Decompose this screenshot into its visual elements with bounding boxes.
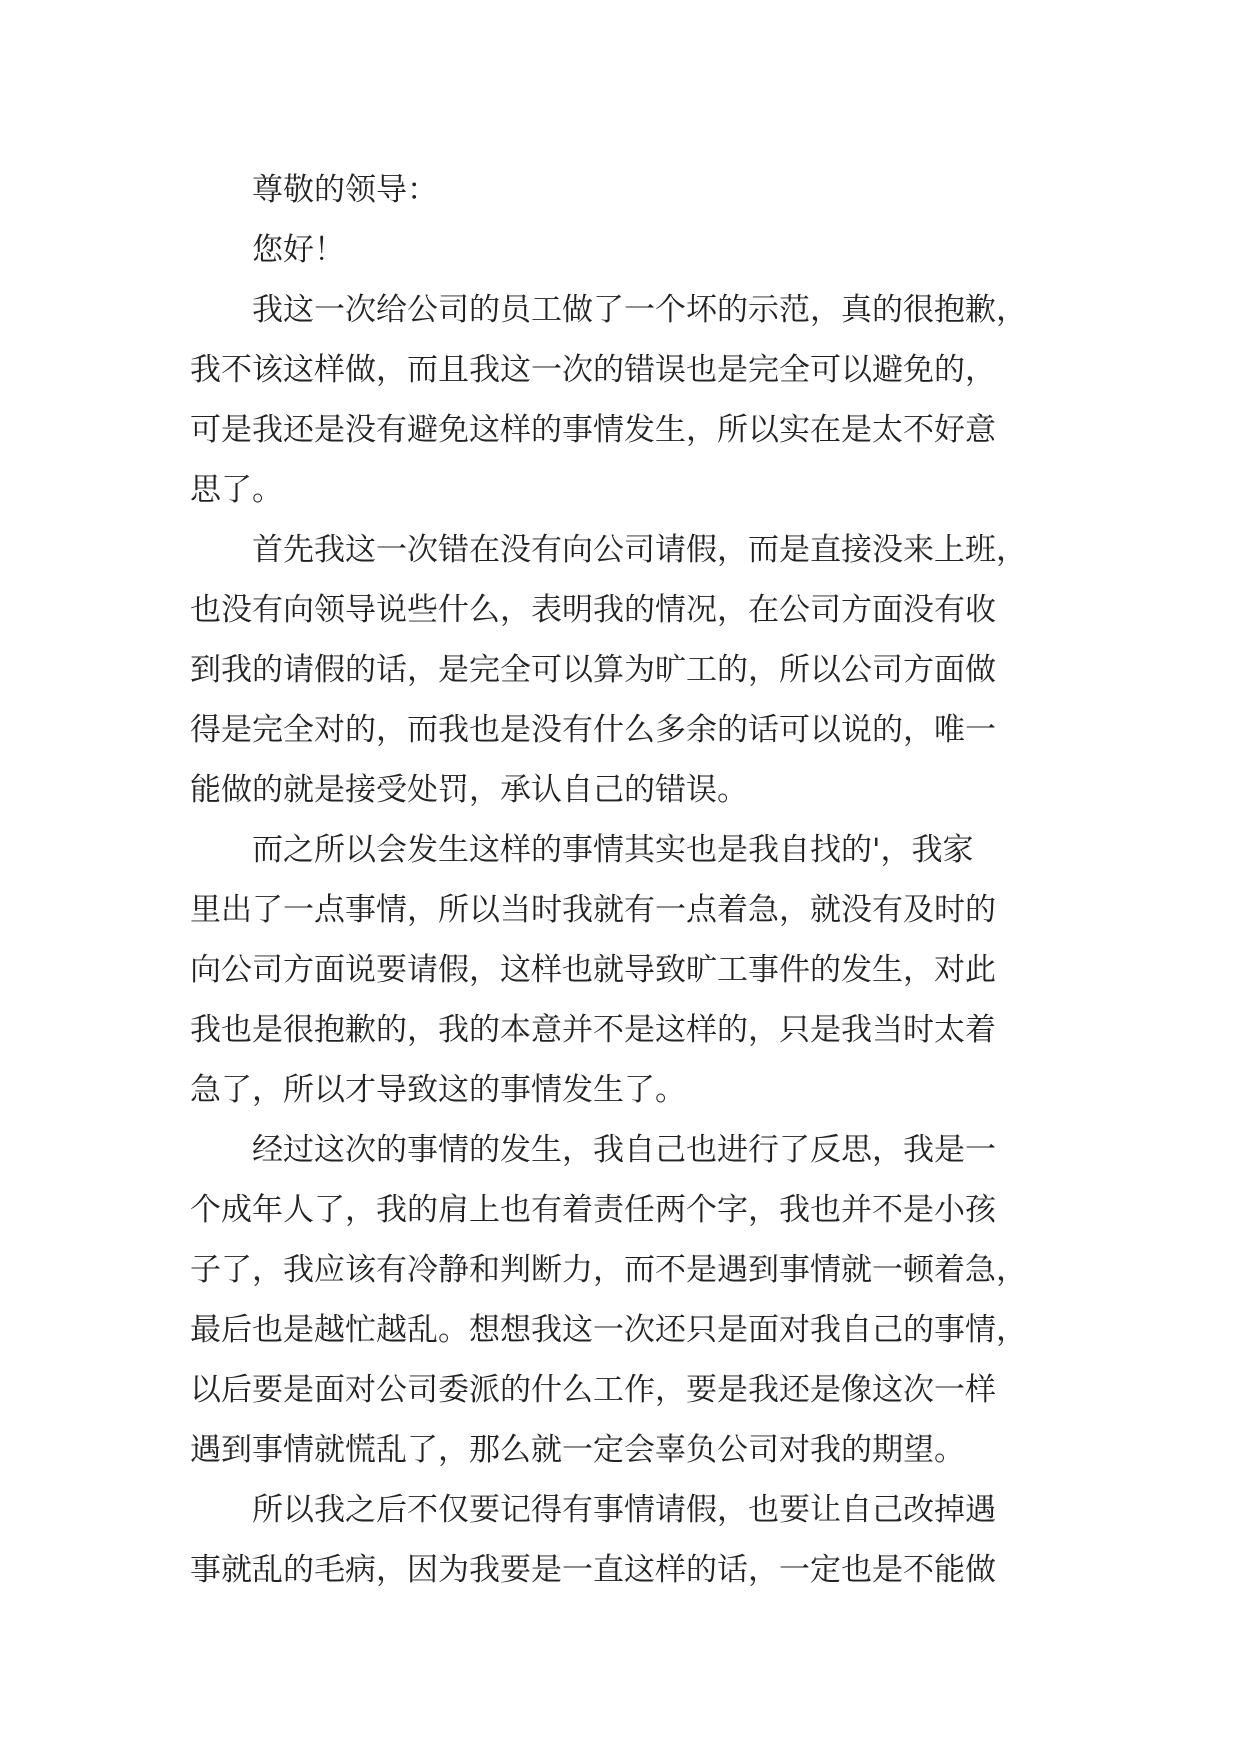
salutation: 尊敬的领导：	[252, 172, 438, 208]
paragraph-4-line: 个成年人了，我的肩上也有着责任两个字，我也并不是小孩	[190, 1192, 996, 1228]
paragraph-3-line: 而之所以会发生这样的事情其实也是我自找的'，我家	[252, 832, 974, 868]
paragraph-5-line: 所以我之后不仅要记得有事情请假，也要让自己改掉遇	[252, 1492, 996, 1528]
paragraph-3-line: 急了，所以才导致这的事情发生了。	[190, 1072, 686, 1108]
paragraph-3-line: 我也是很抱歉的，我的本意并不是这样的，只是我当时太着	[190, 1012, 996, 1048]
paragraph-2-line: 首先我这一次错在没有向公司请假，而是直接没来上班，	[252, 532, 1027, 568]
paragraph-1-line: 我这一次给公司的员工做了一个坏的示范，真的很抱歉，	[252, 292, 1027, 328]
paragraph-4-line: 遇到事情就慌乱了，那么就一定会辜负公司对我的期望。	[190, 1432, 965, 1468]
paragraph-3-line: 里出了一点事情，所以当时我就有一点着急，就没有及时的	[190, 892, 996, 928]
paragraph-1-line: 我不该这样做，而且我这一次的错误也是完全可以避免的，	[190, 352, 996, 388]
paragraph-5-line: 事就乱的毛病，因为我要是一直这样的话，一定也是不能做	[190, 1552, 996, 1588]
paragraph-4-line: 以后要是面对公司委派的什么工作，要是我还是像这次一样	[190, 1372, 996, 1408]
letter-body	[190, 160, 1060, 1600]
paragraph-2-line: 得是完全对的，而我也是没有什么多余的话可以说的，唯一	[190, 712, 996, 748]
paragraph-3-line: 向公司方面说要请假，这样也就导致旷工事件的发生，对此	[190, 952, 996, 988]
paragraph-2-line: 到我的请假的话，是完全可以算为旷工的，所以公司方面做	[190, 652, 996, 688]
greeting: 您好！	[252, 232, 345, 268]
paragraph-1-line: 思了。	[190, 472, 283, 508]
paragraph-4-line: 最后也是越忙越乱。想想我这一次还只是面对我自己的事情，	[190, 1312, 1027, 1348]
paragraph-4-line: 子了，我应该有冷静和判断力，而不是遇到事情就一顿着急，	[190, 1252, 1027, 1288]
paragraph-4-line: 经过这次的事情的发生，我自己也进行了反思，我是一	[252, 1132, 996, 1168]
paragraph-2-line: 也没有向领导说些什么，表明我的情况，在公司方面没有收	[190, 592, 996, 628]
paragraph-2-line: 能做的就是接受处罚，承认自己的错误。	[190, 772, 748, 808]
paragraph-1-line: 可是我还是没有避免这样的事情发生，所以实在是太不好意	[190, 412, 996, 448]
